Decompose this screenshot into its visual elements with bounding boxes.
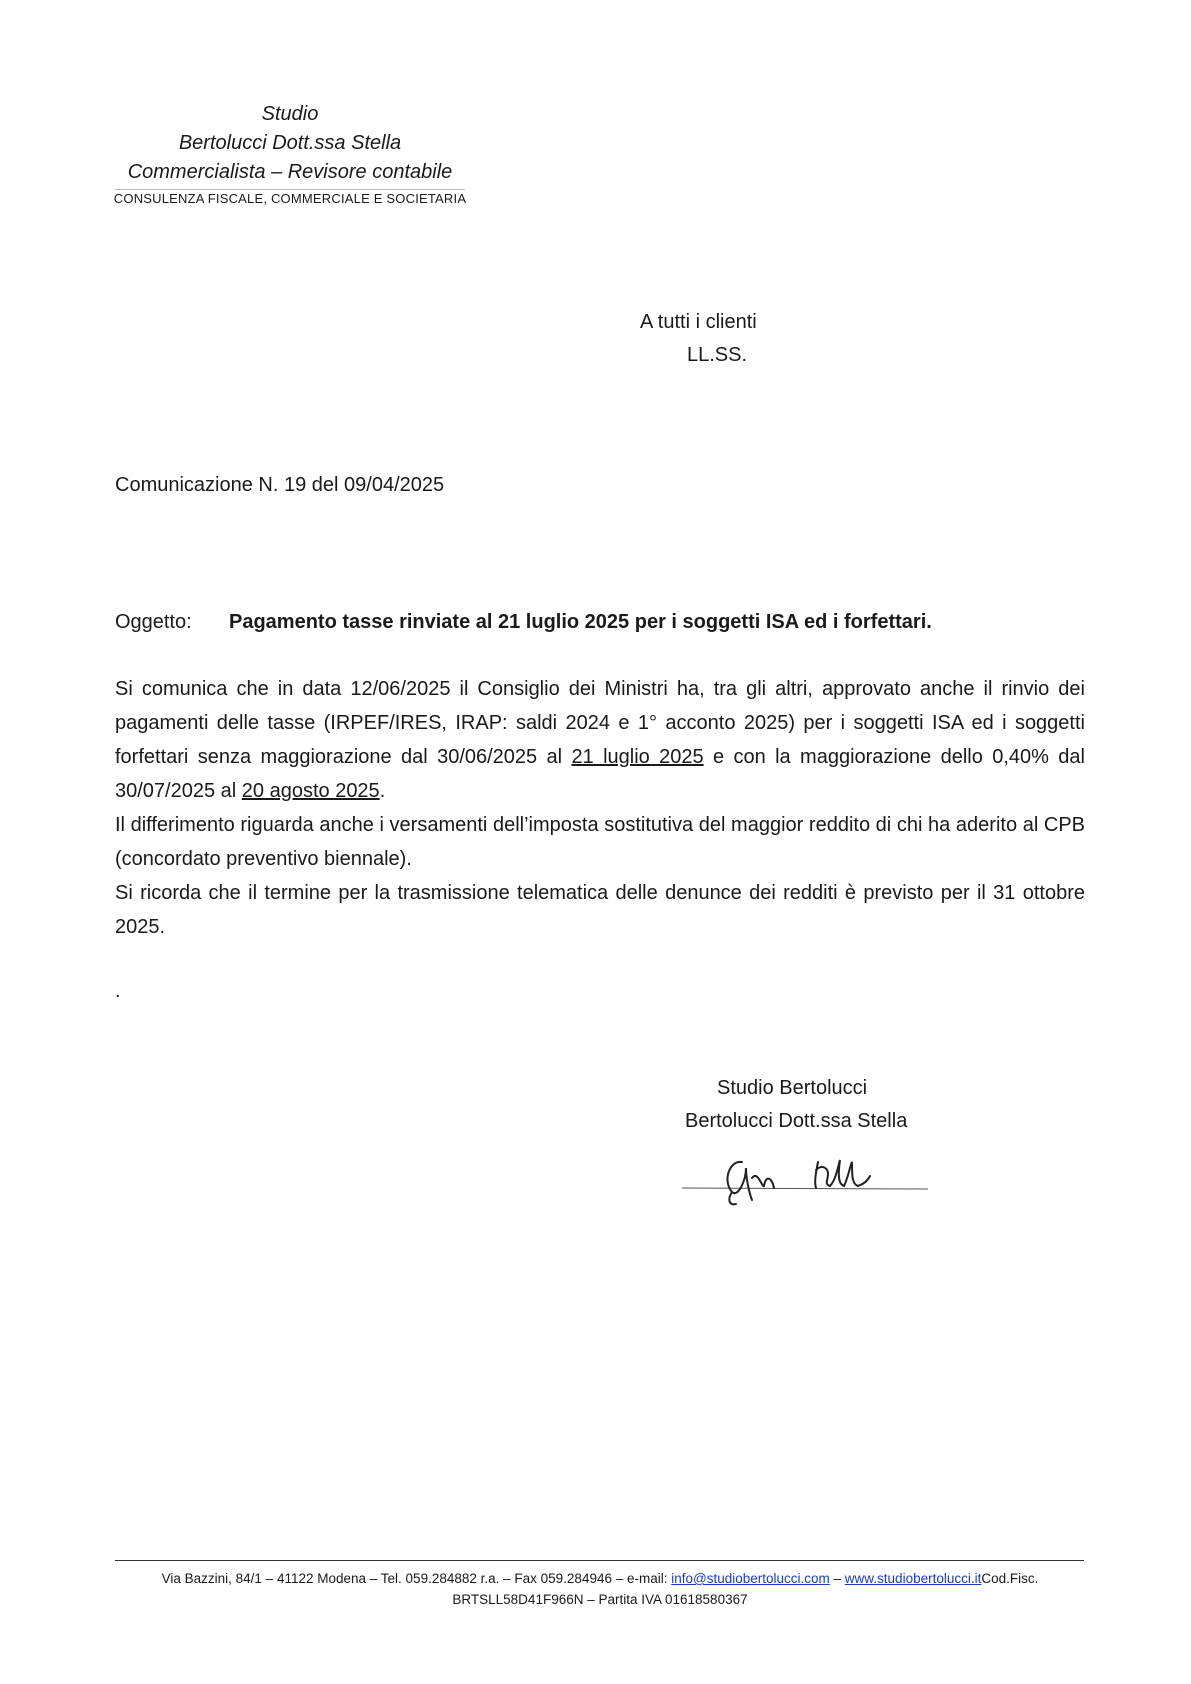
signature-name: Bertolucci Dott.ssa Stella bbox=[685, 1110, 908, 1132]
recipients bbox=[640, 306, 840, 372]
letter-body bbox=[115, 672, 1085, 944]
subject bbox=[115, 611, 1085, 634]
letterhead bbox=[110, 100, 470, 208]
footer-codfisc-label: Cod.Fisc. bbox=[981, 1571, 1039, 1586]
communication-number: Comunicazione N. 19 del 09/04/2025 bbox=[115, 474, 445, 496]
footer-divider bbox=[115, 1560, 1084, 1561]
body-p1-text-a: Si comunica che in data 12/06/2025 il Consiglio dei Ministri ha, tra gli altri, approvato anche il rinvio dei pagamenti delle tasse (IRPEF/IRES, IRAP: saldi 2024 e 1° acconto 2025) per i soggetti ISA ed i soggetti forfettari senza maggiorazione dal 30/06/2025 al bbox=[115, 678, 1085, 768]
subject-label: Oggetto: bbox=[115, 611, 192, 633]
subject-text: Pagamento tasse rinviate al 21 luglio 2025 per i soggetti ISA ed i forfettari. bbox=[229, 611, 932, 633]
footer bbox=[110, 1568, 1090, 1610]
body-p1-text-b: e con la maggiorazione dello 0,40% dal 30/07/2025 al bbox=[115, 746, 1085, 802]
body-paragraph-1 bbox=[115, 672, 1085, 808]
letterhead-studio: Studio bbox=[261, 103, 319, 125]
footer-line2: BRTSLL58D41F966N – Partita IVA 01618580367 bbox=[452, 1592, 748, 1607]
signature-studio: Studio Bertolucci bbox=[717, 1077, 868, 1099]
letterhead-services: CONSULENZA FISCALE, COMMERCIALE E SOCIETARIA bbox=[113, 191, 467, 206]
recipients-line1: A tutti i clienti bbox=[640, 311, 757, 333]
body-p1-text-c: . bbox=[379, 780, 386, 802]
body-p1-date1: 21 luglio 2025 bbox=[571, 746, 704, 768]
footer-address: Via Bazzini, 84/1 – 41122 Modena – Tel. 059.284882 r.a. – Fax 059.284946 – e-mail: bbox=[161, 1571, 672, 1586]
letterhead-profession: Commercialista – Revisore contabile bbox=[127, 161, 453, 183]
stray-dot: . bbox=[115, 980, 121, 1002]
handwritten-signature bbox=[680, 1140, 940, 1210]
footer-email-link[interactable]: info@studiobertolucci.com bbox=[671, 1571, 830, 1586]
footer-website-link[interactable]: www.studiobertolucci.it bbox=[844, 1571, 982, 1586]
body-p1-date2: 20 agosto 2025 bbox=[241, 780, 380, 802]
body-paragraph-2: Il differimento riguarda anche i versamenti dell’imposta sostitutiva del maggior reddito di chi ha aderito al CPB (concordato preventivo biennale). bbox=[115, 814, 1085, 870]
body-paragraph-3: Si ricorda che il termine per la trasmissione telematica delle denunce dei redditi è previsto per il 31 ottobre 2025. bbox=[115, 882, 1085, 938]
signature-block bbox=[685, 1072, 907, 1138]
footer-separator: – bbox=[829, 1571, 845, 1586]
recipients-line2: LL.SS. bbox=[687, 344, 748, 366]
footer-line1 bbox=[110, 1568, 1090, 1589]
letterhead-name: Bertolucci Dott.ssa Stella bbox=[178, 132, 402, 154]
